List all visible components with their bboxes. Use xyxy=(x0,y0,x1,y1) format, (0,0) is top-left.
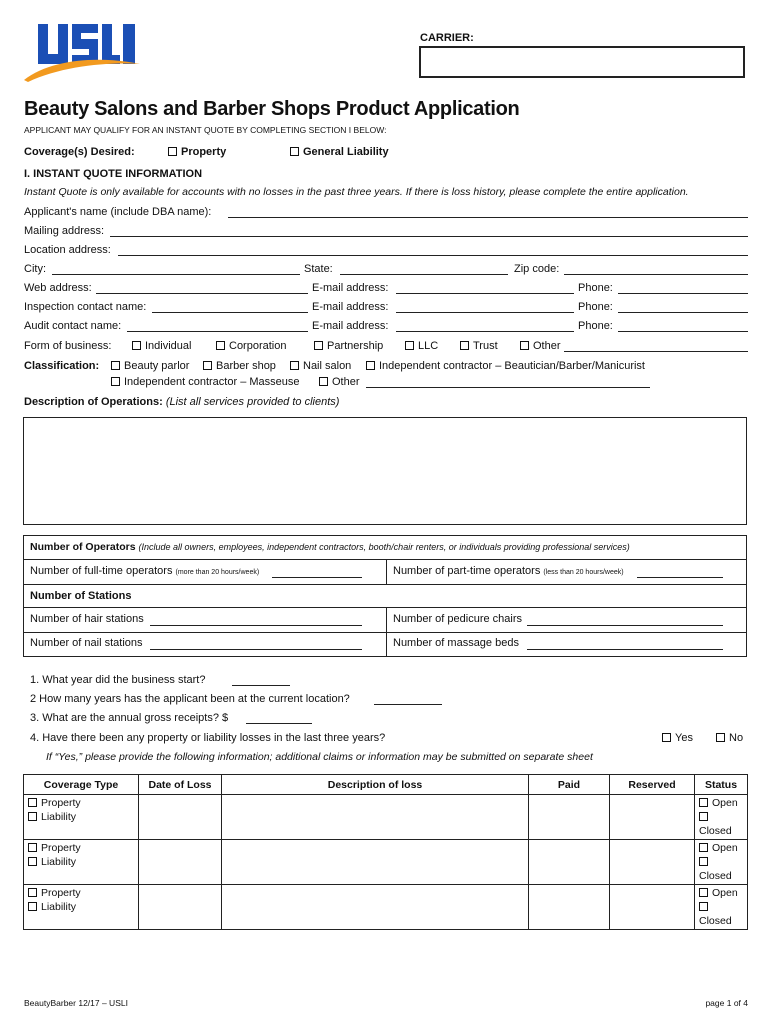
coverage-option-checkbox[interactable] xyxy=(28,798,37,807)
loss-status-option[interactable] xyxy=(699,841,743,855)
full-time-operators-field[interactable] xyxy=(272,565,362,578)
class-nail-salon[interactable]: Nail salon xyxy=(290,360,351,372)
question-3: 3. What are the annual gross receipts? $ xyxy=(30,712,229,724)
loss-status-option[interactable] xyxy=(699,796,743,810)
th-date-of-loss: Date of Loss xyxy=(139,775,222,795)
class-other-checkbox[interactable] xyxy=(319,377,328,386)
classification-label: Classification: xyxy=(24,360,100,372)
q3-receipts-field[interactable] xyxy=(246,711,312,724)
corporation-checkbox[interactable] xyxy=(216,341,225,350)
coverage-option-label: Liability xyxy=(41,901,77,913)
web-address-field[interactable] xyxy=(96,281,308,294)
coverage-option-checkbox[interactable] xyxy=(28,888,37,897)
loss-coverage-option[interactable] xyxy=(28,900,134,914)
property-checkbox[interactable] xyxy=(168,147,177,156)
coverage-option-label: Property xyxy=(41,887,81,899)
status-option-checkbox[interactable] xyxy=(699,902,708,911)
loss-status-option[interactable] xyxy=(699,810,743,838)
loss-reserved-cell[interactable] xyxy=(610,840,695,885)
q4-yes-checkbox[interactable] xyxy=(662,733,671,742)
section1-heading: I. INSTANT QUOTE INFORMATION xyxy=(24,168,203,180)
coverage-label: Coverage(s) Desired: xyxy=(24,146,135,158)
other-checkbox[interactable] xyxy=(520,341,529,350)
loss-history-table xyxy=(23,774,748,930)
coverage-option-checkbox[interactable] xyxy=(28,857,37,866)
city-field[interactable] xyxy=(52,262,300,275)
state-label: State: xyxy=(304,263,333,275)
llc-checkbox[interactable] xyxy=(405,341,414,350)
location-label: Location address: xyxy=(24,244,111,256)
status-option-label: Closed xyxy=(699,915,732,927)
location-address-field[interactable] xyxy=(118,243,748,256)
description-textarea[interactable] xyxy=(23,417,747,525)
loss-paid-cell[interactable] xyxy=(529,885,610,930)
audit-email-label: E-mail address: xyxy=(312,320,389,332)
inspection-email-field[interactable] xyxy=(396,300,574,313)
logo-text xyxy=(22,18,23,19)
status-option-label: Open xyxy=(712,797,738,809)
class-ic-masseuse[interactable]: Independent contractor – Masseuse xyxy=(111,376,300,388)
trust-checkbox[interactable] xyxy=(460,341,469,350)
class-ic-beautician[interactable]: Independent contractor – Beautician/Barber/Manicurist xyxy=(366,360,645,372)
coverage-option-checkbox[interactable] xyxy=(28,843,37,852)
inspection-phone-field[interactable] xyxy=(618,300,748,313)
audit-contact-field[interactable] xyxy=(127,319,308,332)
th-reserved: Reserved xyxy=(610,775,695,795)
web-email-label: E-mail address: xyxy=(312,282,389,294)
stations-row-1: Number of hair stations Number of pedicure chairs xyxy=(24,608,746,633)
th-description: Description of loss xyxy=(222,775,529,795)
loss-reserved-cell[interactable] xyxy=(610,885,695,930)
loss-coverage-option[interactable] xyxy=(28,810,134,824)
individual-checkbox[interactable] xyxy=(132,341,141,350)
coverage-option-label: Liability xyxy=(41,856,77,868)
table-row xyxy=(24,840,748,885)
status-option-checkbox[interactable] xyxy=(699,857,708,866)
web-phone-label: Phone: xyxy=(578,282,613,294)
inspection-contact-field[interactable] xyxy=(152,300,308,313)
applicant-label: Applicant's name (include DBA name): xyxy=(24,206,212,218)
status-option-label: Closed xyxy=(699,870,732,882)
page-subtitle: APPLICANT MAY QUALIFY FOR AN INSTANT QUOTE BY COMPLETING SECTION I BELOW: xyxy=(24,125,387,135)
ic-masseuse-checkbox[interactable] xyxy=(111,377,120,386)
ic-beautician-checkbox[interactable] xyxy=(366,361,375,370)
class-other[interactable]: Other xyxy=(319,376,360,388)
question-4: 4. Have there been any property or liability losses in the last three years? xyxy=(30,732,386,744)
status-option-checkbox[interactable] xyxy=(699,843,708,852)
loss-coverage-cell xyxy=(24,840,139,885)
web-email-field[interactable] xyxy=(396,281,574,294)
part-time-operators-field[interactable] xyxy=(637,565,723,578)
coverage-option-label: Property xyxy=(41,842,81,854)
section1-note: Instant Quote is only available for accounts with no losses in the past three years. If there is loss history, please complete the entire application. xyxy=(24,186,689,198)
loss-reserved-cell[interactable] xyxy=(610,795,695,840)
stations-heading-row: Number of Stations xyxy=(24,584,746,608)
carrier-input[interactable] xyxy=(419,46,745,78)
th-coverage-type: Coverage Type xyxy=(24,775,139,795)
stations-row-2: Number of nail stations Number of massage beds xyxy=(24,632,746,656)
loss-coverage-option[interactable] xyxy=(28,855,134,869)
fob-trust[interactable]: Trust xyxy=(460,340,498,352)
status-option-checkbox[interactable] xyxy=(699,812,708,821)
page-title: Beauty Salons and Barber Shops Product Application xyxy=(24,98,520,120)
status-option-label: Closed xyxy=(699,825,732,837)
status-option-checkbox[interactable] xyxy=(699,798,708,807)
loss-coverage-option[interactable] xyxy=(28,796,134,810)
coverage-option-checkbox[interactable] xyxy=(28,902,37,911)
mailing-label: Mailing address: xyxy=(24,225,105,237)
if-yes-note: If “Yes,” please provide the following information; additional claims or information may be submitted on separate sheet xyxy=(46,751,593,763)
q2-years-field[interactable] xyxy=(374,692,442,705)
description-heading: Description of Operations: (List all services provided to clients) xyxy=(24,396,340,408)
loss-status-option[interactable] xyxy=(699,855,743,883)
operators-row: Number of full-time operators (more than 20 hours/week) Number of part-time operators (less than 20 hours/week) xyxy=(24,560,746,585)
massage-beds-field[interactable] xyxy=(527,637,723,650)
zip-label: Zip code: xyxy=(514,263,560,275)
city-label: City: xyxy=(24,263,46,275)
audit-phone-field[interactable] xyxy=(618,319,748,332)
hair-stations-field[interactable] xyxy=(150,613,362,626)
loss-status-cell xyxy=(695,840,748,885)
loss-date-cell[interactable] xyxy=(139,840,222,885)
coverage-option-label: Liability xyxy=(41,811,77,823)
status-option-label: Open xyxy=(712,842,738,854)
loss-table-header xyxy=(24,775,748,795)
barber-shop-checkbox[interactable] xyxy=(203,361,212,370)
th-status: Status xyxy=(695,775,748,795)
q4-no-option[interactable]: No xyxy=(716,732,743,744)
applicant-name-field[interactable] xyxy=(228,205,748,218)
q4-no-checkbox[interactable] xyxy=(716,733,725,742)
web-phone-field[interactable] xyxy=(618,281,748,294)
zip-field[interactable] xyxy=(564,262,748,275)
fob-other[interactable]: Other xyxy=(520,340,561,352)
coverage-option-label: Property xyxy=(41,797,81,809)
q4-yes-option[interactable]: Yes xyxy=(662,732,693,744)
class-beauty-parlor[interactable]: Beauty parlor xyxy=(111,360,189,372)
footer-right: page 1 of 4 xyxy=(705,998,748,1008)
fob-corporation[interactable]: Corporation xyxy=(216,340,286,352)
loss-coverage-option[interactable] xyxy=(28,841,134,855)
form-of-business-label: Form of business: xyxy=(24,340,112,352)
coverage-property-option[interactable]: Property xyxy=(168,146,226,158)
coverage-option-checkbox[interactable] xyxy=(28,812,37,821)
fob-partnership[interactable]: Partnership xyxy=(314,340,383,352)
loss-status-option[interactable] xyxy=(699,886,743,900)
loss-date-cell[interactable] xyxy=(139,795,222,840)
partnership-checkbox[interactable] xyxy=(314,341,323,350)
inspection-label: Inspection contact name: xyxy=(24,301,147,313)
carrier-label: CARRIER: xyxy=(420,32,474,44)
mailing-address-field[interactable] xyxy=(110,224,748,237)
class-barber-shop[interactable]: Barber shop xyxy=(203,360,276,372)
loss-coverage-cell xyxy=(24,795,139,840)
status-option-label: Open xyxy=(712,887,738,899)
loss-coverage-option[interactable] xyxy=(28,886,134,900)
pedicure-chairs-field[interactable] xyxy=(527,613,723,626)
inspection-phone-label: Phone: xyxy=(578,301,613,313)
question-1: 1. What year did the business start? xyxy=(30,674,206,686)
th-paid: Paid xyxy=(529,775,610,795)
audit-label: Audit contact name: xyxy=(24,320,122,332)
audit-email-field[interactable] xyxy=(396,319,574,332)
audit-phone-label: Phone: xyxy=(578,320,613,332)
state-field[interactable] xyxy=(340,262,508,275)
nail-stations-field[interactable] xyxy=(150,637,362,650)
coverage-gl-option[interactable]: General Liability xyxy=(290,146,389,158)
status-option-checkbox[interactable] xyxy=(699,888,708,897)
loss-coverage-cell xyxy=(24,885,139,930)
question-2: 2 How many years has the applicant been at the current location? xyxy=(30,693,350,705)
loss-paid-cell[interactable] xyxy=(529,795,610,840)
loss-desc-cell[interactable] xyxy=(222,840,529,885)
loss-date-cell[interactable] xyxy=(139,885,222,930)
general-liability-checkbox[interactable] xyxy=(290,147,299,156)
loss-status-cell xyxy=(695,885,748,930)
web-label: Web address: xyxy=(24,282,92,294)
fob-individual[interactable]: Individual xyxy=(132,340,191,352)
beauty-parlor-checkbox[interactable] xyxy=(111,361,120,370)
table-row xyxy=(24,885,748,930)
q1-year-field[interactable] xyxy=(232,673,290,686)
inspection-email-label: E-mail address: xyxy=(312,301,389,313)
loss-paid-cell[interactable] xyxy=(529,840,610,885)
loss-status-option[interactable] xyxy=(699,900,743,928)
loss-status-cell xyxy=(695,795,748,840)
footer-left: BeautyBarber 12/17 – USLI xyxy=(24,998,128,1008)
operators-stations-grid xyxy=(23,535,747,657)
class-other-field[interactable] xyxy=(366,375,650,388)
loss-desc-cell[interactable] xyxy=(222,885,529,930)
fob-other-field[interactable] xyxy=(564,339,748,352)
operators-heading-row: Number of Operators (Include all owners, employees, independent contractors, booth/chair renters, or individuals providing professional services) xyxy=(24,536,746,560)
fob-llc[interactable]: LLC xyxy=(405,340,438,352)
nail-salon-checkbox[interactable] xyxy=(290,361,299,370)
table-row xyxy=(24,795,748,840)
usli-logo xyxy=(22,18,142,84)
loss-desc-cell[interactable] xyxy=(222,795,529,840)
